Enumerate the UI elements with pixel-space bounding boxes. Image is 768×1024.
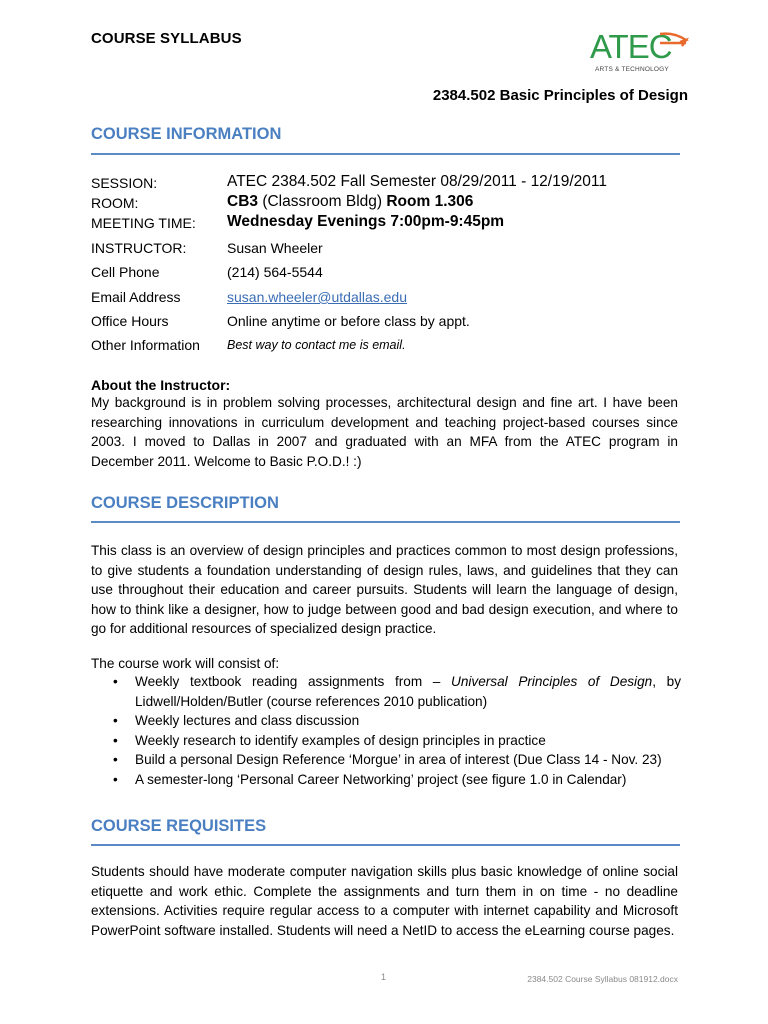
meeting-time-label: MEETING TIME: <box>91 215 196 231</box>
bullet-icon: • <box>113 713 118 728</box>
logo-tagline: ARTS & TECHNOLOGY <box>595 66 669 73</box>
course-description-text: This class is an overview of design principles and practices common to most design professions, to give students a foundation understanding of design rules, laws, and guidelines that they can use throughout their education and career pursuits. Students will learn the language of design, how to think like a designer, how to judge between good and bad design execution, and where to go for additional resources of specialized design practice. <box>91 543 678 636</box>
instructor-label: INSTRUCTOR: <box>91 240 187 256</box>
bullet-icon: • <box>113 752 118 767</box>
atec-logo <box>590 28 690 74</box>
session-value: ATEC 2384.502 Fall Semester 08/29/2011 - 12/19/2011 <box>227 173 607 190</box>
textbook-title: Universal Principles of Design <box>451 674 653 689</box>
list-item <box>91 672 681 711</box>
coursework-intro: The course work will consist of: <box>91 656 280 671</box>
email-label: Email Address <box>91 289 181 305</box>
coursework-list <box>91 672 681 789</box>
section-divider <box>91 153 680 155</box>
bullet-icon: • <box>113 732 118 748</box>
room-value <box>227 193 473 211</box>
office-hours-label: Office Hours <box>91 313 169 329</box>
section-divider <box>91 521 680 523</box>
other-info-value: Best way to contact me is email. <box>227 338 406 352</box>
meeting-time-value: Wednesday Evenings 7:00pm-9:45pm <box>227 213 505 230</box>
list-item <box>91 711 681 731</box>
section-heading-course-information: COURSE INFORMATION <box>91 125 282 143</box>
document-header-title: COURSE SYLLABUS <box>91 30 242 47</box>
section-heading-course-requisites: COURSE REQUISITES <box>91 817 267 835</box>
room-number: Room 1.306 <box>386 193 474 210</box>
list-item <box>91 731 681 751</box>
section-divider <box>91 844 680 846</box>
room-label: ROOM: <box>91 195 139 211</box>
bullet-text: Weekly research to identify examples of design principles in practice <box>135 732 546 748</box>
bullet-icon: • <box>113 771 118 787</box>
phone-value: (214) 564-5544 <box>227 264 323 280</box>
about-instructor-heading: About the Instructor: <box>91 377 231 393</box>
bullet-icon: • <box>113 674 118 689</box>
bullet-text: A semester-long ‘Personal Career Networking’ project (see figure 1.0 in Calendar) <box>135 771 627 787</box>
course-requisites-text: Students should have moderate computer navigation skills plus basic knowledge of online social etiquette and work ethic. Complete the assignments and turn them in on time - no deadline extensions. Activities require regular access to a computer with internet capability and Microsoft PowerPoint software installed. Students will need a NetID to access the eLearning course pages. <box>91 864 678 938</box>
other-info-label: Other Information <box>91 337 200 353</box>
list-item <box>91 770 681 790</box>
section-heading-course-description: COURSE DESCRIPTION <box>91 494 279 512</box>
phone-label: Cell Phone <box>91 264 160 280</box>
office-hours-value: Online anytime or before class by appt. <box>227 313 470 329</box>
bullet1-pre: Weekly textbook reading assignments from – <box>135 674 452 689</box>
bullet-text: Weekly lectures and class discussion <box>135 713 360 728</box>
footer-filename: 2384.502 Course Syllabus 081912.docx <box>527 974 678 984</box>
email-link[interactable]: susan.wheeler@utdallas.edu <box>227 289 407 305</box>
room-building-name: (Classroom Bldg) <box>258 193 387 210</box>
bullet1-post: , by Lidwell/Holden/Butler (course references 2010 publication) <box>135 674 681 709</box>
logo-wordmark: ATEC <box>590 28 672 65</box>
about-instructor-text: My background is in problem solving processes, architectural design and fine art. I have been researching innovations in curriculum development and teaching project-based courses since 2003. I moved to Dallas in 2007 and graduated with an MFA from the ATEC program in December 2011. Welcome to Basic P.O.D.! :) <box>91 395 678 469</box>
room-building: CB3 <box>227 193 259 210</box>
list-item <box>91 750 681 770</box>
bullet-text: Build a personal Design Reference ‘Morgue’ in area of interest (Due Class 14 - Nov. 23) <box>135 752 662 767</box>
page-number: 1 <box>381 972 387 982</box>
course-name: 2384.502 Basic Principles of Design <box>432 87 688 104</box>
session-label: SESSION: <box>91 175 158 191</box>
instructor-value: Susan Wheeler <box>227 240 323 256</box>
